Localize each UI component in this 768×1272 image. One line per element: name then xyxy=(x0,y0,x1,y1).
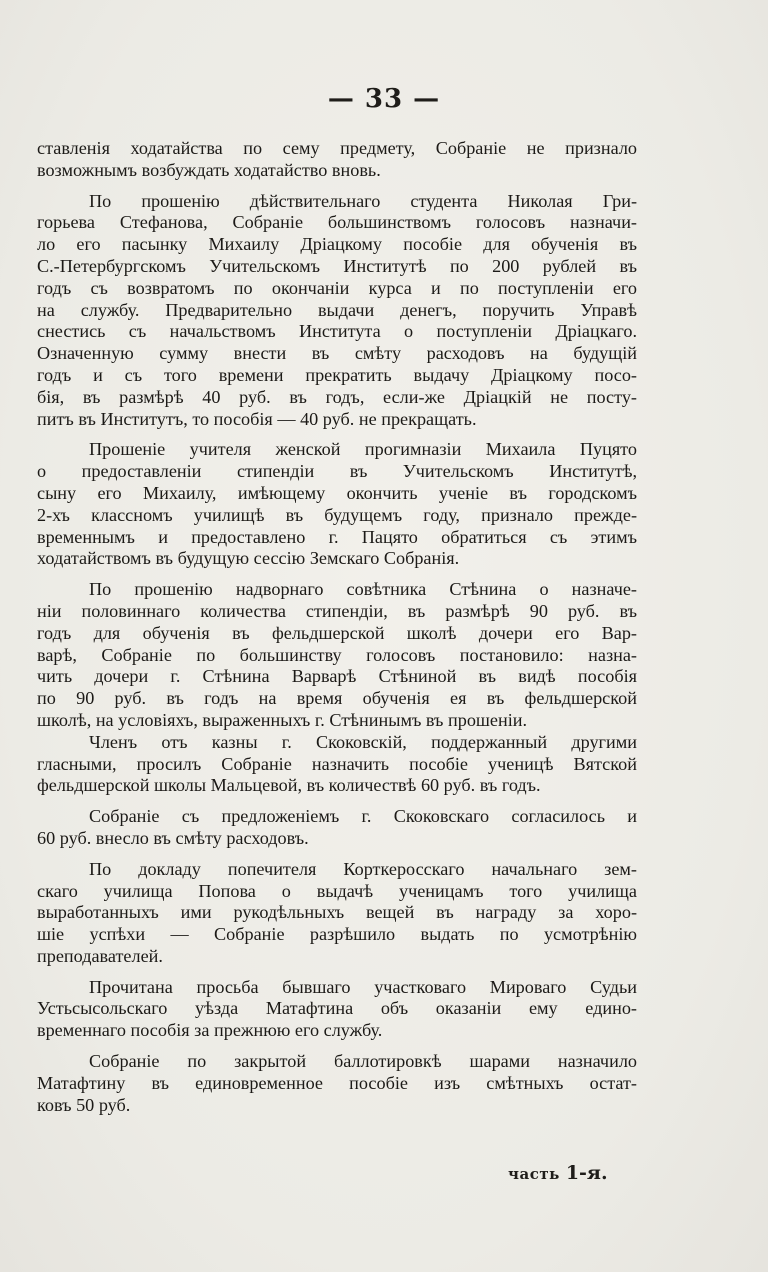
text-line: фельдшерской школы Мальцевой, въ количествѣ 60 руб. въ годъ. xyxy=(37,775,541,796)
body-text xyxy=(37,138,637,1116)
text-line: Устьсысольскаго уѣзда Матафтина объ оказаніи ему едино- xyxy=(37,998,637,1019)
text-line: ставленія ходатайства по сему предмету, Собраніе не признало xyxy=(37,138,637,158)
text-line: Собраніе съ предложеніемъ г. Скоковскаго согласилось и xyxy=(89,806,637,827)
text-line: Собраніе по закрытой баллотировкѣ шарами назначило xyxy=(89,1051,637,1072)
text-line: выработанныхъ ими рукодѣльныхъ вещей въ награду за хоро- xyxy=(37,902,637,923)
text-line: 60 руб. внесло въ смѣту расходовъ. xyxy=(37,827,309,848)
text-line: годъ и съ того времени прекратить выдачу Дріацкому посо- xyxy=(37,364,637,385)
text-line: чить дочери г. Стѣнина Варварѣ Стѣниной въ видѣ пособія xyxy=(37,666,637,687)
text-line: ходатайствомъ въ будущую сессію Земскаго Собранія. xyxy=(37,548,460,569)
page-number: — 33 — xyxy=(327,84,441,114)
text-line: сыну его Михаилу, имѣющему окончить ученіе въ городскомъ xyxy=(37,482,637,503)
paragraph-6 xyxy=(37,806,637,850)
text-line: Прочитана просьба бывшаго участковаго Мироваго Судьи xyxy=(89,976,637,997)
text-line: горьева Стефанова, Собраніе большинствомъ голосовъ назначи- xyxy=(37,212,637,233)
paragraph-3 xyxy=(37,439,637,570)
text-line: скаго училища Попова о выдачѣ ученицамъ того училища xyxy=(37,880,637,901)
paragraph-8 xyxy=(37,977,637,1042)
text-line: шіе успѣхи — Собраніе разрѣшило выдать по усмотрѣнію xyxy=(37,924,637,945)
text-line: С.-Петербургскомъ Учительскомъ Институтѣ по 200 рублей въ xyxy=(37,255,637,276)
text-line: По докладу попечителя Корткеросскаго начальнаго зем- xyxy=(89,858,637,879)
paragraph-1 xyxy=(37,138,637,182)
paragraph-2 xyxy=(37,191,637,431)
text-line: снестись съ начальствомъ Института о поступленіи Дріацкаго. xyxy=(37,321,637,342)
text-line: питъ въ Институтъ, то пособія — 40 руб. не прекращать. xyxy=(37,408,477,429)
text-line: 2-хъ классномъ училищѣ въ будущемъ году, признало прежде- xyxy=(37,504,637,525)
text-line: ло его пасынку Михаилу Дріацкому пособіе для обученія въ xyxy=(37,234,637,255)
text-line: возможнымъ возбуждать ходатайство вновь. xyxy=(37,159,381,180)
text-line: бія, въ размѣрѣ 40 руб. въ годъ, если-же Дріацкій не посту- xyxy=(37,386,637,407)
signature-mark xyxy=(508,1162,608,1184)
text-line: Членъ отъ казны г. Скоковскій, поддержанный другими xyxy=(89,731,637,752)
paragraph-5 xyxy=(37,732,637,797)
text-line: годъ съ возвратомъ по окончаніи курса и по поступленіи его xyxy=(37,277,637,298)
text-line: Означенную сумму внести въ смѣту расходовъ на будущій xyxy=(37,343,637,364)
text-line: школѣ, на условіяхъ, выраженныхъ г. Стѣнинымъ въ прошеніи. xyxy=(37,709,528,730)
text-line: по 90 руб. въ годъ на время обученія ея въ фельдшерской xyxy=(37,688,637,709)
paragraph-9 xyxy=(37,1051,637,1116)
text-line: Матафтину въ единовременное пособіе изъ смѣтныхъ остат- xyxy=(37,1072,637,1093)
paragraph-7 xyxy=(37,859,637,968)
paragraph-4 xyxy=(37,579,637,732)
text-line: временнымъ и предоставлено г. Пацято обратиться съ этимъ xyxy=(37,526,637,547)
text-line: По прошенію надворнаго совѣтника Стѣнина о назначе- xyxy=(89,579,637,600)
part-number: 1-я. xyxy=(565,1162,608,1184)
text-line: о предоставленіи стипендіи въ Учительскомъ Институтѣ, xyxy=(37,461,637,482)
text-line: преподавателей. xyxy=(37,945,163,966)
text-line: ковъ 50 руб. xyxy=(37,1094,131,1115)
text-line: годъ для обученія въ фельдшерской школѣ дочери его Вар- xyxy=(37,622,637,643)
text-line: По прошенію дѣйствительнаго студента Николая Гри- xyxy=(89,190,637,211)
part-label: часть xyxy=(508,1165,560,1183)
text-line: ніи половиннаго количества стипендіи, въ размѣрѣ 90 руб. въ xyxy=(37,600,637,621)
text-line: Прошеніе учителя женской прогимназіи Михаила Пуцято xyxy=(89,439,637,460)
text-line: на службу. Предварительно выдачи денегъ, поручить Управѣ xyxy=(37,299,637,320)
text-line: гласными, просилъ Собраніе назначить пособіе ученицѣ Вятской xyxy=(37,753,637,774)
text-line: варѣ, Собраніе по большинству голосовъ постановило: назна- xyxy=(37,644,637,665)
text-line: временнаго пособія за прежнюю его службу. xyxy=(37,1020,383,1041)
